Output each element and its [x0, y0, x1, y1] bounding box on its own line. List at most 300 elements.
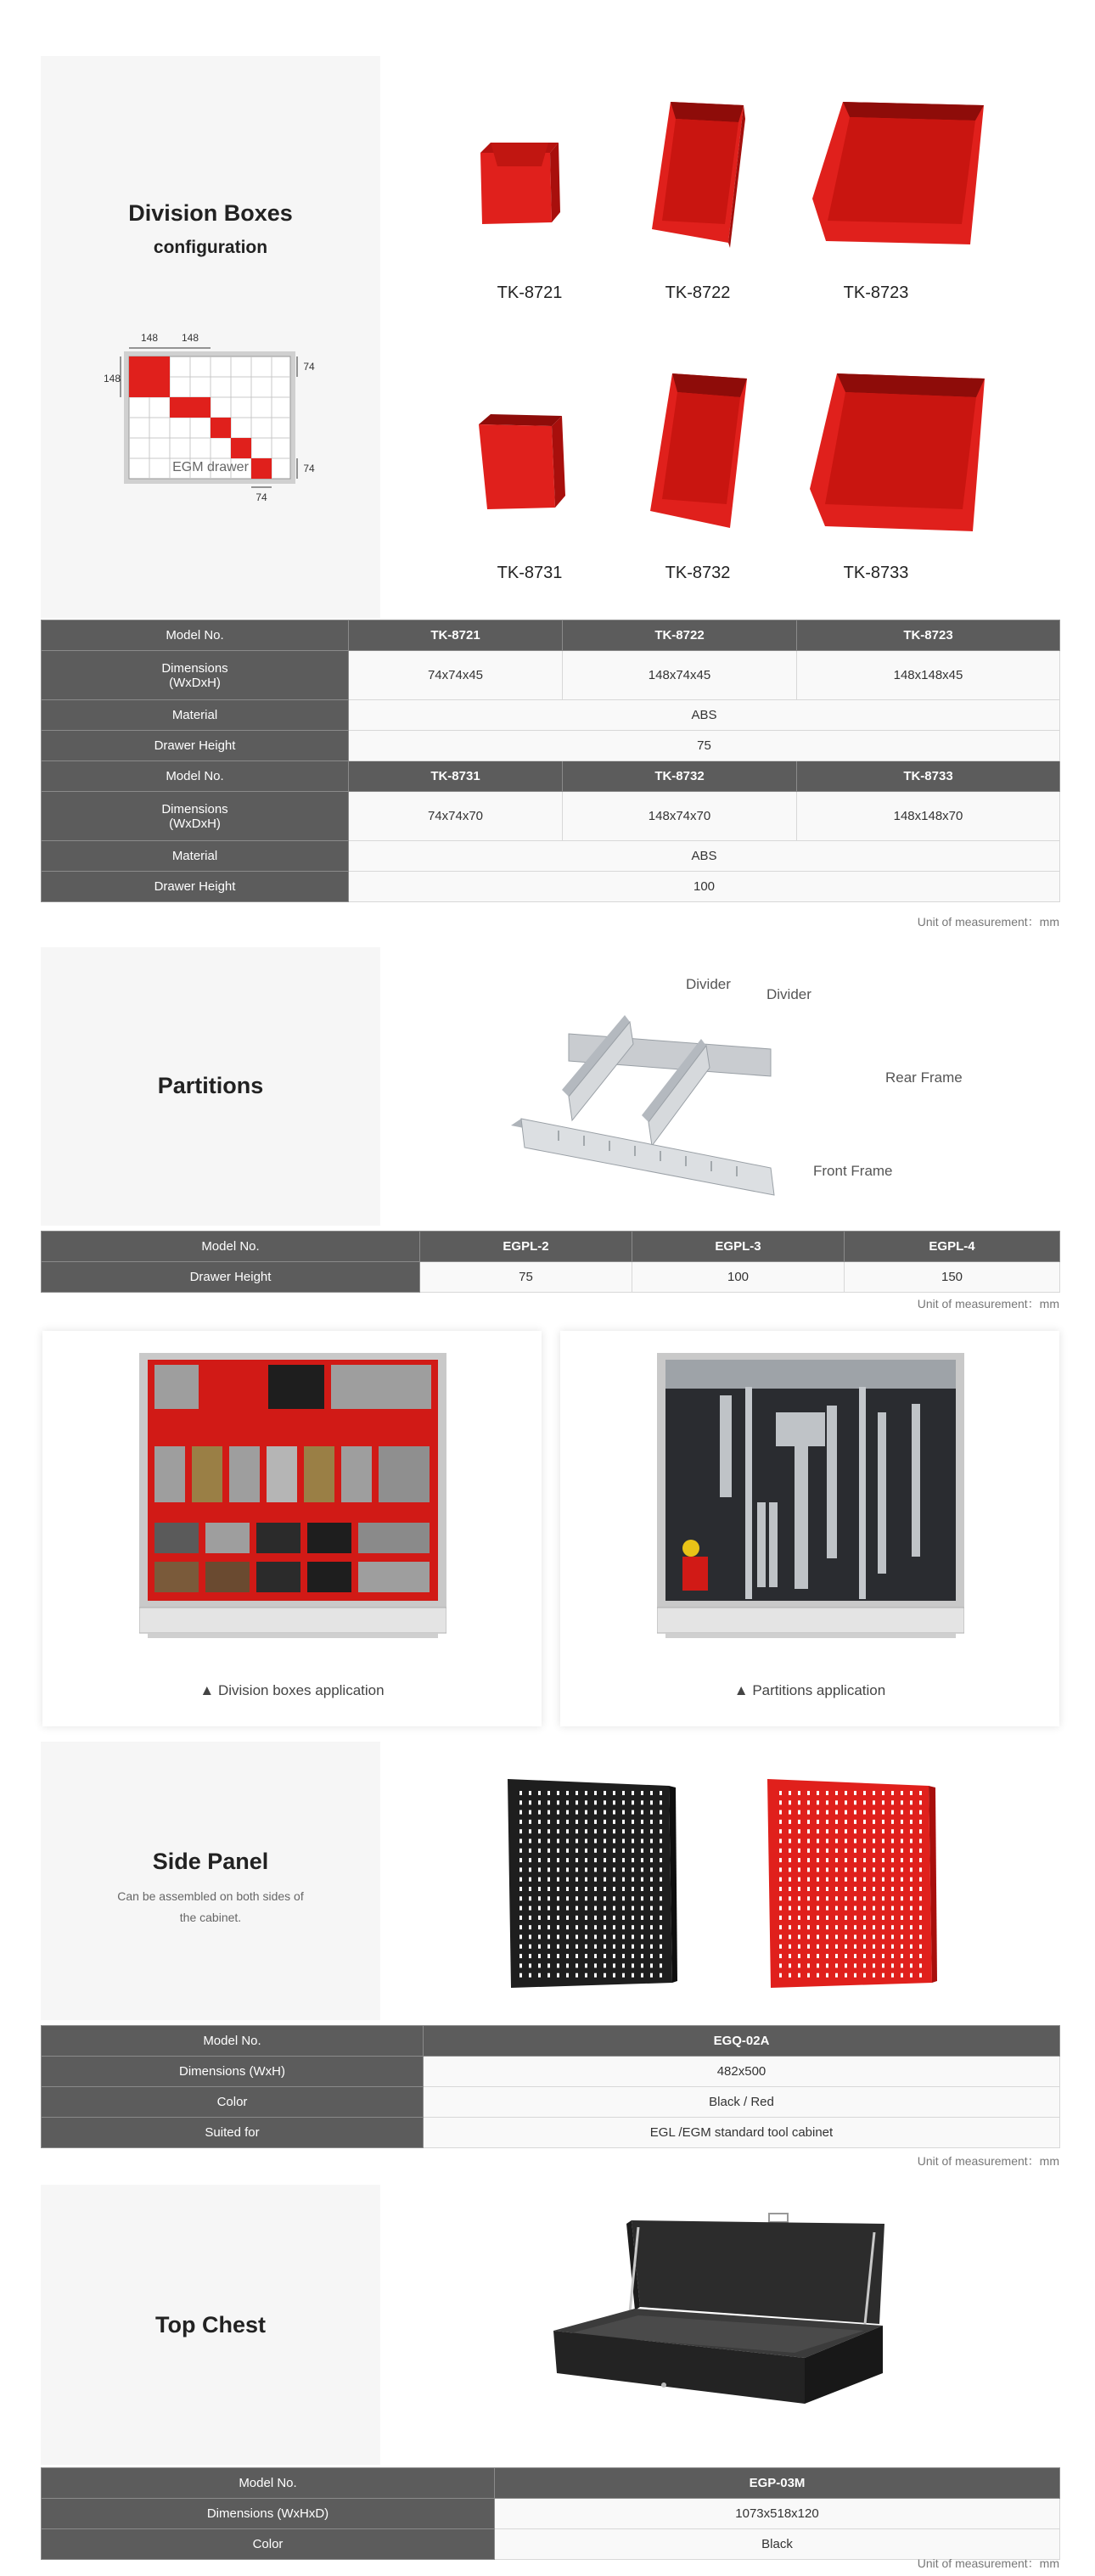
pegboard-hole	[576, 1916, 578, 1920]
pegboard-hole	[910, 1916, 912, 1920]
pegboard-hole	[548, 1945, 550, 1949]
material-label: Material	[42, 841, 349, 872]
material-cell: ABS	[349, 841, 1060, 872]
pegboard-hole	[632, 1791, 634, 1795]
pegboard-hole	[613, 1800, 615, 1804]
pegboard-hole	[594, 1829, 597, 1833]
pegboard-hole	[845, 1829, 847, 1833]
pegboard-hole	[835, 1954, 838, 1958]
pegboard-hole	[566, 1800, 569, 1804]
pegboard-hole	[910, 1935, 912, 1939]
pegboard-hole	[538, 1877, 541, 1882]
pegboard-hole	[854, 1925, 856, 1929]
pegboard-hole	[566, 1887, 569, 1891]
pegboard-hole	[863, 1791, 866, 1795]
pegboard-hole	[650, 1791, 653, 1795]
pegboard-hole	[613, 1849, 615, 1853]
model-label: Model No.	[42, 2468, 495, 2499]
pegboard-hole	[604, 1973, 606, 1978]
pegboard-hole	[660, 1867, 662, 1872]
pegboard-hole	[660, 1829, 662, 1833]
pegboard-hole	[863, 1925, 866, 1929]
dim-label-right-1: 74	[303, 361, 315, 373]
pegboard-hole	[613, 1954, 615, 1958]
pegboard-hole	[779, 1954, 782, 1958]
pegboard-hole	[585, 1839, 587, 1844]
pegboard-hole	[919, 1800, 922, 1804]
pegboard-hole	[817, 1800, 819, 1804]
pegboard-hole	[519, 1935, 522, 1939]
pegboard-hole	[873, 1839, 875, 1844]
pegboard-hole	[919, 1906, 922, 1911]
pegboard-hole	[891, 1858, 894, 1862]
pegboard-hole	[919, 1810, 922, 1815]
pegboard-hole	[632, 1896, 634, 1900]
pegboard-hole	[882, 1820, 884, 1824]
pegboard-hole	[919, 1935, 922, 1939]
pegboard-hole	[807, 1963, 810, 1967]
pegboard-hole	[817, 1887, 819, 1891]
pegboard-hole	[891, 1973, 894, 1978]
dimension-cell: 148x148x70	[797, 792, 1060, 841]
pegboard-hole	[807, 1810, 810, 1815]
pegboard-hole	[604, 1925, 606, 1929]
pegboard-hole	[529, 1896, 531, 1900]
partitions-drawer-photo	[657, 1353, 964, 1642]
dimensions-label	[42, 651, 349, 700]
pegboard-hole	[807, 1945, 810, 1949]
pegboard-hole	[863, 1820, 866, 1824]
side-panel-black-image	[503, 1776, 681, 1993]
pegboard-hole	[529, 1945, 531, 1949]
pegboard-hole	[529, 1973, 531, 1978]
pegboard-hole	[798, 1973, 800, 1978]
dim-label-width-1: 148	[140, 332, 159, 344]
pegboard-hole	[660, 1839, 662, 1844]
color-label: Color	[42, 2087, 424, 2118]
pegboard-hole	[641, 1887, 643, 1891]
pegboard-hole	[585, 1896, 587, 1900]
product-code-tk8722: TK-8722	[665, 283, 731, 302]
pegboard-hole	[779, 1820, 782, 1824]
pegboard-hole	[779, 1858, 782, 1862]
side-panel-description-line1: Can be assembled on both sides of	[117, 1889, 304, 1903]
pegboard-hole	[519, 1810, 522, 1815]
dim-label-height-1: 148	[103, 373, 121, 384]
pegboard-hole	[519, 1954, 522, 1958]
pegboard-hole	[835, 1791, 838, 1795]
pegboard-hole	[548, 1916, 550, 1920]
pegboard-hole	[873, 1945, 875, 1949]
pegboard-hole	[845, 1849, 847, 1853]
pegboard-hole	[826, 1973, 828, 1978]
pegboard-hole	[576, 1877, 578, 1882]
pegboard-hole	[519, 1829, 522, 1833]
model-label: Model No.	[42, 620, 349, 651]
pegboard-hole	[798, 1810, 800, 1815]
pegboard-hole	[538, 1791, 541, 1795]
box-image-tk8733	[806, 370, 988, 536]
table-row	[42, 1232, 1060, 1262]
pegboard-hole	[519, 1849, 522, 1853]
pegboard-hole	[919, 1887, 922, 1891]
pegboard-hole	[548, 1963, 550, 1967]
pegboard-hole	[910, 1925, 912, 1929]
pegboard-hole	[622, 1954, 625, 1958]
pegboard-hole	[613, 1839, 615, 1844]
pegboard-hole	[901, 1954, 903, 1958]
pegboard-hole	[594, 1810, 597, 1815]
table-row	[42, 620, 1060, 651]
dimension-cell: 74x74x45	[349, 651, 563, 700]
pegboard-hole	[538, 1839, 541, 1844]
pegboard-hole	[641, 1858, 643, 1862]
pegboard-hole	[779, 1800, 782, 1804]
pegboard-hole	[632, 1925, 634, 1929]
pegboard-hole	[650, 1887, 653, 1891]
pegboard-hole	[650, 1867, 653, 1872]
pegboard-hole	[891, 1849, 894, 1853]
pegboard-hole	[854, 1896, 856, 1900]
pegboard-hole	[863, 1877, 866, 1882]
product-code-tk8723: TK-8723	[843, 283, 909, 302]
pegboard-hole	[538, 1858, 541, 1862]
pegboard-hole	[585, 1945, 587, 1949]
pegboard-hole	[891, 1829, 894, 1833]
pegboard-hole	[873, 1800, 875, 1804]
pegboard-hole	[585, 1810, 587, 1815]
pegboard-hole	[548, 1887, 550, 1891]
pegboard-hole	[622, 1906, 625, 1911]
pegboard-hole	[594, 1800, 597, 1804]
pegboard-hole	[660, 1925, 662, 1929]
pegboard-hole	[919, 1963, 922, 1967]
pegboard-hole	[835, 1925, 838, 1929]
pegboard-hole	[807, 1896, 810, 1900]
pegboard-hole	[873, 1858, 875, 1862]
pegboard-hole	[660, 1916, 662, 1920]
pegboard-hole	[789, 1963, 791, 1967]
pegboard-hole	[632, 1820, 634, 1824]
pegboard-hole	[817, 1906, 819, 1911]
pegboard-hole	[585, 1858, 587, 1862]
pegboard-hole	[789, 1887, 791, 1891]
pegboard-hole	[594, 1954, 597, 1958]
model-cell: TK-8721	[349, 620, 563, 651]
pegboard-hole	[919, 1896, 922, 1900]
pegboard-hole	[557, 1887, 559, 1891]
pegboard-hole	[863, 1954, 866, 1958]
pegboard-hole	[854, 1867, 856, 1872]
pegboard-hole	[650, 1916, 653, 1920]
pegboard-hole	[807, 1925, 810, 1929]
pegboard-hole	[807, 1954, 810, 1958]
pegboard-hole	[817, 1925, 819, 1929]
box-image-tk8731	[474, 412, 567, 514]
partitions-image-area	[380, 947, 1059, 1226]
partitions-illustration	[508, 981, 788, 1210]
pegboard-hole	[901, 1906, 903, 1911]
pegboard-hole	[548, 1896, 550, 1900]
pegboard-hole	[529, 1839, 531, 1844]
division-boxes-title: Division Boxes	[128, 200, 293, 226]
pegboard-hole	[789, 1867, 791, 1872]
pegboard-hole	[604, 1954, 606, 1958]
pegboard-hole	[594, 1867, 597, 1872]
pegboard-hole	[835, 1810, 838, 1815]
pegboard-hole	[919, 1925, 922, 1929]
pegboard-hole	[557, 1820, 559, 1824]
pegboard-hole	[901, 1945, 903, 1949]
pegboard-hole	[863, 1973, 866, 1978]
pegboard-hole	[826, 1887, 828, 1891]
pegboard-hole	[845, 1916, 847, 1920]
partitions-application-caption: ▲ Partitions application	[733, 1682, 886, 1698]
pegboard-hole	[807, 1867, 810, 1872]
pegboard-hole	[789, 1935, 791, 1939]
pegboard-hole	[779, 1867, 782, 1872]
pegboard-hole	[863, 1849, 866, 1853]
dimension-cell: 148x74x70	[563, 792, 797, 841]
pegboard-hole	[548, 1810, 550, 1815]
pegboard-hole	[650, 1906, 653, 1911]
pegboard-hole	[604, 1887, 606, 1891]
pegboard-hole	[529, 1849, 531, 1853]
pegboard-hole	[519, 1963, 522, 1967]
pegboard-hole	[538, 1867, 541, 1872]
pegboard-hole	[519, 1906, 522, 1911]
pegboard-hole	[566, 1916, 569, 1920]
pegboard-hole	[817, 1954, 819, 1958]
pegboard-hole	[576, 1906, 578, 1911]
pegboard-hole	[789, 1925, 791, 1929]
pegboard-hole	[779, 1849, 782, 1853]
suited-for-cell: EGL /EGM standard tool cabinet	[424, 2118, 1060, 2148]
pegboard-hole	[538, 1820, 541, 1824]
pegboard-hole	[604, 1916, 606, 1920]
pegboard-hole	[594, 1887, 597, 1891]
pegboard-hole	[826, 1858, 828, 1862]
pegboard-hole	[594, 1877, 597, 1882]
pegboard-hole	[882, 1896, 884, 1900]
model-cell: EGPL-4	[845, 1232, 1060, 1262]
pegboard-hole	[882, 1954, 884, 1958]
pegboard-hole	[622, 1925, 625, 1929]
pegboard-hole	[891, 1916, 894, 1920]
pegboard-hole	[891, 1896, 894, 1900]
pegboard-hole	[882, 1935, 884, 1939]
pegboard-hole	[576, 1973, 578, 1978]
pegboard-hole	[798, 1800, 800, 1804]
pegboard-hole	[854, 1906, 856, 1911]
pegboard-hole	[622, 1829, 625, 1833]
pegboard-hole	[901, 1877, 903, 1882]
pegboard-hole	[845, 1954, 847, 1958]
pegboard-hole	[910, 1839, 912, 1844]
pegboard-hole	[789, 1858, 791, 1862]
pegboard-hole	[632, 1916, 634, 1920]
pegboard-hole	[826, 1800, 828, 1804]
dimensions-label	[42, 792, 349, 841]
pegboard-hole	[798, 1935, 800, 1939]
pegboard-hole	[873, 1849, 875, 1853]
pegboard-hole	[798, 1867, 800, 1872]
side-panel-description-line2: the cabinet.	[179, 1911, 242, 1924]
pegboard-hole	[650, 1800, 653, 1804]
pegboard-hole	[632, 1945, 634, 1949]
pegboard-hole	[901, 1829, 903, 1833]
pegboard-hole	[901, 1849, 903, 1853]
drawer-height-cell: 100	[349, 872, 1060, 902]
table-row	[42, 761, 1060, 792]
pegboard-hole	[613, 1810, 615, 1815]
pegboard-hole	[845, 1839, 847, 1844]
pegboard-hole	[622, 1791, 625, 1795]
pegboard-hole	[519, 1945, 522, 1949]
pegboard-hole	[863, 1800, 866, 1804]
pegboard-hole	[585, 1791, 587, 1795]
pegboard-hole	[901, 1810, 903, 1815]
pegboard-hole	[557, 1916, 559, 1920]
pegboard-hole	[613, 1935, 615, 1939]
pegboard-hole	[789, 1800, 791, 1804]
pegboard-hole	[845, 1935, 847, 1939]
pegboard-hole	[873, 1887, 875, 1891]
pegboard-hole	[835, 1945, 838, 1949]
table-row	[42, 700, 1060, 731]
unit-note: Unit of measurement：mm	[917, 915, 1059, 929]
pegboard-hole	[576, 1896, 578, 1900]
pegboard-hole	[919, 1849, 922, 1853]
pegboard-hole	[604, 1906, 606, 1911]
partitions-title: Partitions	[157, 1073, 264, 1098]
drawer-height-cell: 75	[349, 731, 1060, 761]
pegboard-hole	[901, 1925, 903, 1929]
table-row	[42, 2118, 1060, 2148]
model-label: Model No.	[42, 761, 349, 792]
pegboard-hole	[919, 1858, 922, 1862]
pegboard-hole	[901, 1935, 903, 1939]
pegboard-hole	[863, 1896, 866, 1900]
table-row	[42, 2529, 1060, 2560]
pegboard-hole	[557, 1810, 559, 1815]
pegboard-hole	[660, 1858, 662, 1862]
pegboard-hole	[891, 1820, 894, 1824]
pegboard-hole	[566, 1820, 569, 1824]
pegboard-hole	[779, 1963, 782, 1967]
pegboard-hole	[650, 1820, 653, 1824]
dimensions-label: Dimensions (WxH)	[42, 2057, 424, 2087]
pegboard-hole	[779, 1973, 782, 1978]
side-panel-title: Side Panel	[152, 1849, 269, 1874]
pegboard-hole	[807, 1935, 810, 1939]
pegboard-hole	[613, 1945, 615, 1949]
pegboard-hole	[650, 1963, 653, 1967]
pegboard-hole	[901, 1963, 903, 1967]
pegboard-hole	[613, 1906, 615, 1911]
pegboard-hole	[826, 1906, 828, 1911]
pegboard-hole	[548, 1867, 550, 1872]
pegboard-hole	[789, 1839, 791, 1844]
pegboard-hole	[594, 1963, 597, 1967]
table-row	[42, 841, 1060, 872]
pegboard-hole	[826, 1867, 828, 1872]
pegboard-hole	[632, 1800, 634, 1804]
pegboard-hole	[798, 1916, 800, 1920]
pegboard-hole	[807, 1791, 810, 1795]
pegboard-hole	[910, 1877, 912, 1882]
pegboard-hole	[660, 1887, 662, 1891]
pegboard-hole	[538, 1973, 541, 1978]
pegboard-hole	[604, 1867, 606, 1872]
pegboard-hole	[910, 1849, 912, 1853]
pegboard-hole	[594, 1820, 597, 1824]
dimension-cell: 148x148x45	[797, 651, 1060, 700]
pegboard-hole	[566, 1896, 569, 1900]
pegboard-hole	[817, 1849, 819, 1853]
pegboard-hole	[863, 1810, 866, 1815]
pegboard-hole	[910, 1945, 912, 1949]
pegboard-hole	[566, 1877, 569, 1882]
pegboard-hole	[901, 1839, 903, 1844]
pegboard-hole	[613, 1877, 615, 1882]
pegboard-hole	[557, 1906, 559, 1911]
pegboard-hole	[519, 1887, 522, 1891]
pegboard-hole	[901, 1916, 903, 1920]
pegboard-hole	[604, 1829, 606, 1833]
pegboard-hole	[594, 1906, 597, 1911]
pegboard-hole	[919, 1829, 922, 1833]
pegboard-hole	[910, 1858, 912, 1862]
color-label: Color	[42, 2529, 495, 2560]
pegboard-hole	[650, 1925, 653, 1929]
pegboard-hole	[854, 1877, 856, 1882]
pegboard-hole	[873, 1916, 875, 1920]
pegboard-hole	[538, 1810, 541, 1815]
pegboard-hole	[919, 1791, 922, 1795]
pegboard-hole	[519, 1925, 522, 1929]
front-frame-label: Front Frame	[813, 1163, 893, 1179]
pegboard-hole	[919, 1867, 922, 1872]
partitions-spec-table	[41, 1231, 1060, 1293]
pegboard-hole	[817, 1963, 819, 1967]
pegboard-hole	[632, 1867, 634, 1872]
dimension-cell: 482x500	[424, 2057, 1060, 2087]
pegboard-hole	[826, 1791, 828, 1795]
pegboard-hole	[910, 1810, 912, 1815]
pegboard-hole	[566, 1810, 569, 1815]
pegboard-hole	[919, 1973, 922, 1978]
pegboard-hole	[641, 1800, 643, 1804]
box-image-tk8721	[474, 141, 562, 229]
pegboard-hole	[826, 1963, 828, 1967]
dimensions-label-line1: Dimensions	[161, 801, 228, 817]
pegboard-hole	[641, 1829, 643, 1833]
pegboard-hole	[604, 1849, 606, 1853]
pegboard-hole	[882, 1906, 884, 1911]
pegboard-hole	[585, 1935, 587, 1939]
pegboard-hole	[863, 1935, 866, 1939]
pegboard-hole	[835, 1916, 838, 1920]
pegboard-hole	[566, 1839, 569, 1844]
pegboard-hole	[585, 1954, 587, 1958]
pegboard-hole	[901, 1887, 903, 1891]
pegboard-hole	[882, 1887, 884, 1891]
drawer-height-label: Drawer Height	[42, 731, 349, 761]
pegboard-hole	[576, 1867, 578, 1872]
pegboard-hole	[660, 1800, 662, 1804]
pegboard-hole	[854, 1954, 856, 1958]
